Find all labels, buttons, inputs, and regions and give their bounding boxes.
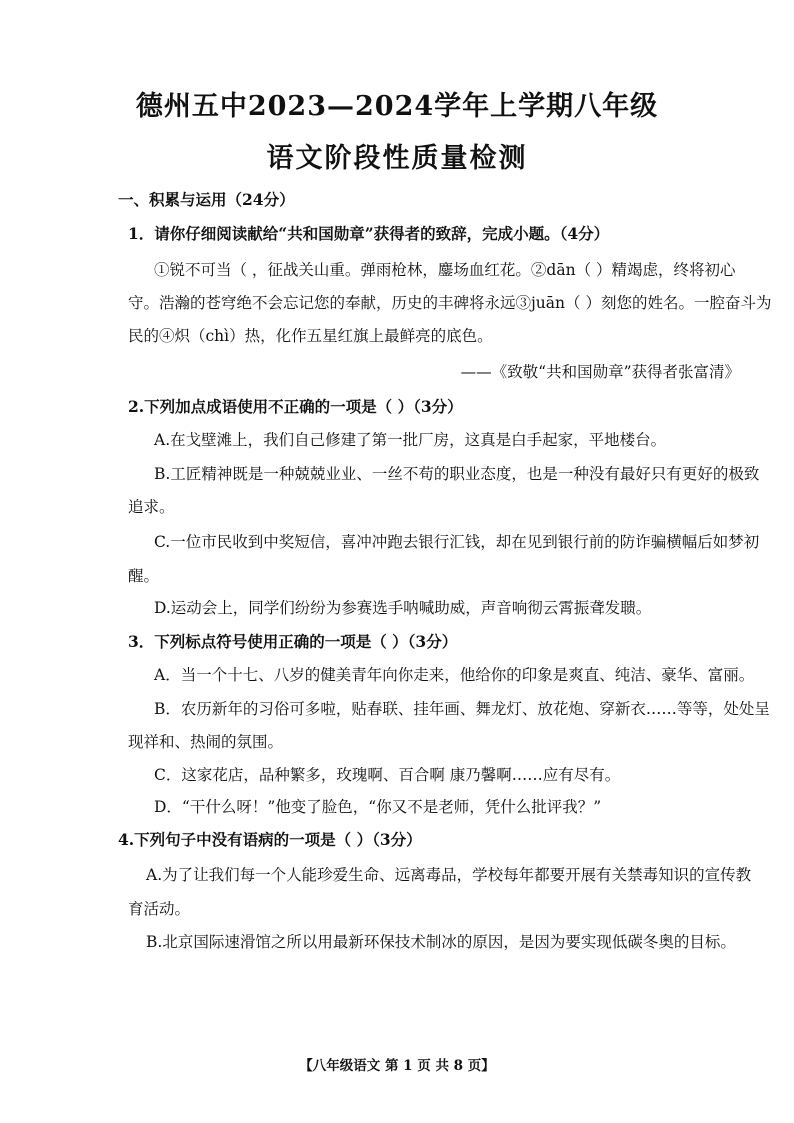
section-heading: 一、积累与运用（24分） (118, 190, 295, 209)
question-2-stem: 2.下列加点成语使用不正确的一项是（ ）（3分） (128, 397, 463, 416)
question-1-passage-line: 守。浩瀚的苍穹绝不会忘记您的奉献，历史的丰碑将永远③juān（ ）刻您的姓名。一腔奋斗为 (128, 294, 772, 312)
question-2-option-c: C.一位市民收到中奖短信，喜冲冲跑去银行汇钱，却在见到银行前的防诈骗横幅后如梦初 (154, 533, 760, 551)
question-2-option-a: A.在戈壁滩上，我们自己修建了第一批厂房，这真是白手起家，平地楼台。 (154, 431, 667, 449)
question-3-option-d: D．“干什么呀！”他变了脸色，“你又不是老师，凭什么批评我？” (154, 798, 602, 816)
question-2-option-c-cont: 醒。 (128, 567, 160, 585)
question-4-option-a: A.为了让我们每一个人能珍爱生命、远离毒品，学校每年都要开展有关禁毒知识的宣传教 (146, 866, 752, 884)
question-3-option-b-cont: 现祥和、热闹的氛围。 (128, 733, 284, 751)
question-1-passage-line: 民的④炽（chì）热，化作五星红旗上最鲜亮的底色。 (128, 327, 493, 345)
question-4-stem: 4.下列句子中没有语病的一项是（ ）（3分） (118, 830, 422, 849)
question-2-option-b: B.工匠精神既是一种兢兢业业、一丝不苟的职业态度，也是一种没有最好只有更好的极致 (154, 465, 760, 483)
question-1-stem: 1．请你仔细阅读献给“共和国勋章”获得者的致辞，完成小题。（4分） (128, 224, 610, 243)
question-4-option-b: B.北京国际速滑馆之所以用最新环保技术制冰的原因，是因为要实现低碳冬奥的目标。 (146, 933, 736, 951)
question-2-option-d: D.运动会上，同学们纷纷为参赛选手呐喊助威，声音响彻云霄振聋发聩。 (154, 599, 652, 617)
page-footer: 【八年级语文 第 1 页 共 8 页】 (299, 1058, 495, 1074)
question-3-stem: 3．下列标点符号使用正确的一项是（ ）（3分） (128, 632, 458, 651)
question-1-source: ——《致敬“共和国勋章”获得者张富清》 (460, 363, 740, 381)
question-2-option-b-cont: 追求。 (128, 498, 175, 516)
question-3-option-b: B．农历新年的习俗可多啦，贴春联、挂年画、舞龙灯、放花炮、穿新衣……等等，处处呈 (154, 700, 770, 718)
question-1-passage-line: ①锐不可当（ ，征战关山重。弹雨枪林，鏖场血红花。②dān（ ）精竭虑，终将初心 (154, 261, 736, 279)
exam-title: 德州五中2023—2024学年上学期八年级 (135, 91, 659, 122)
question-4-option-a-cont: 育活动。 (128, 900, 191, 918)
question-3-option-a: A．当一个十七、八岁的健美青年向你走来，他给你的印象是爽直、纯洁、豪华、富丽。 (154, 666, 755, 684)
exam-subtitle: 语文阶段性质量检测 (266, 143, 528, 174)
question-3-option-c: C．这家花店，品种繁多，玫瑰啊、百合啊 康乃馨啊……应有尽有。 (154, 766, 621, 784)
